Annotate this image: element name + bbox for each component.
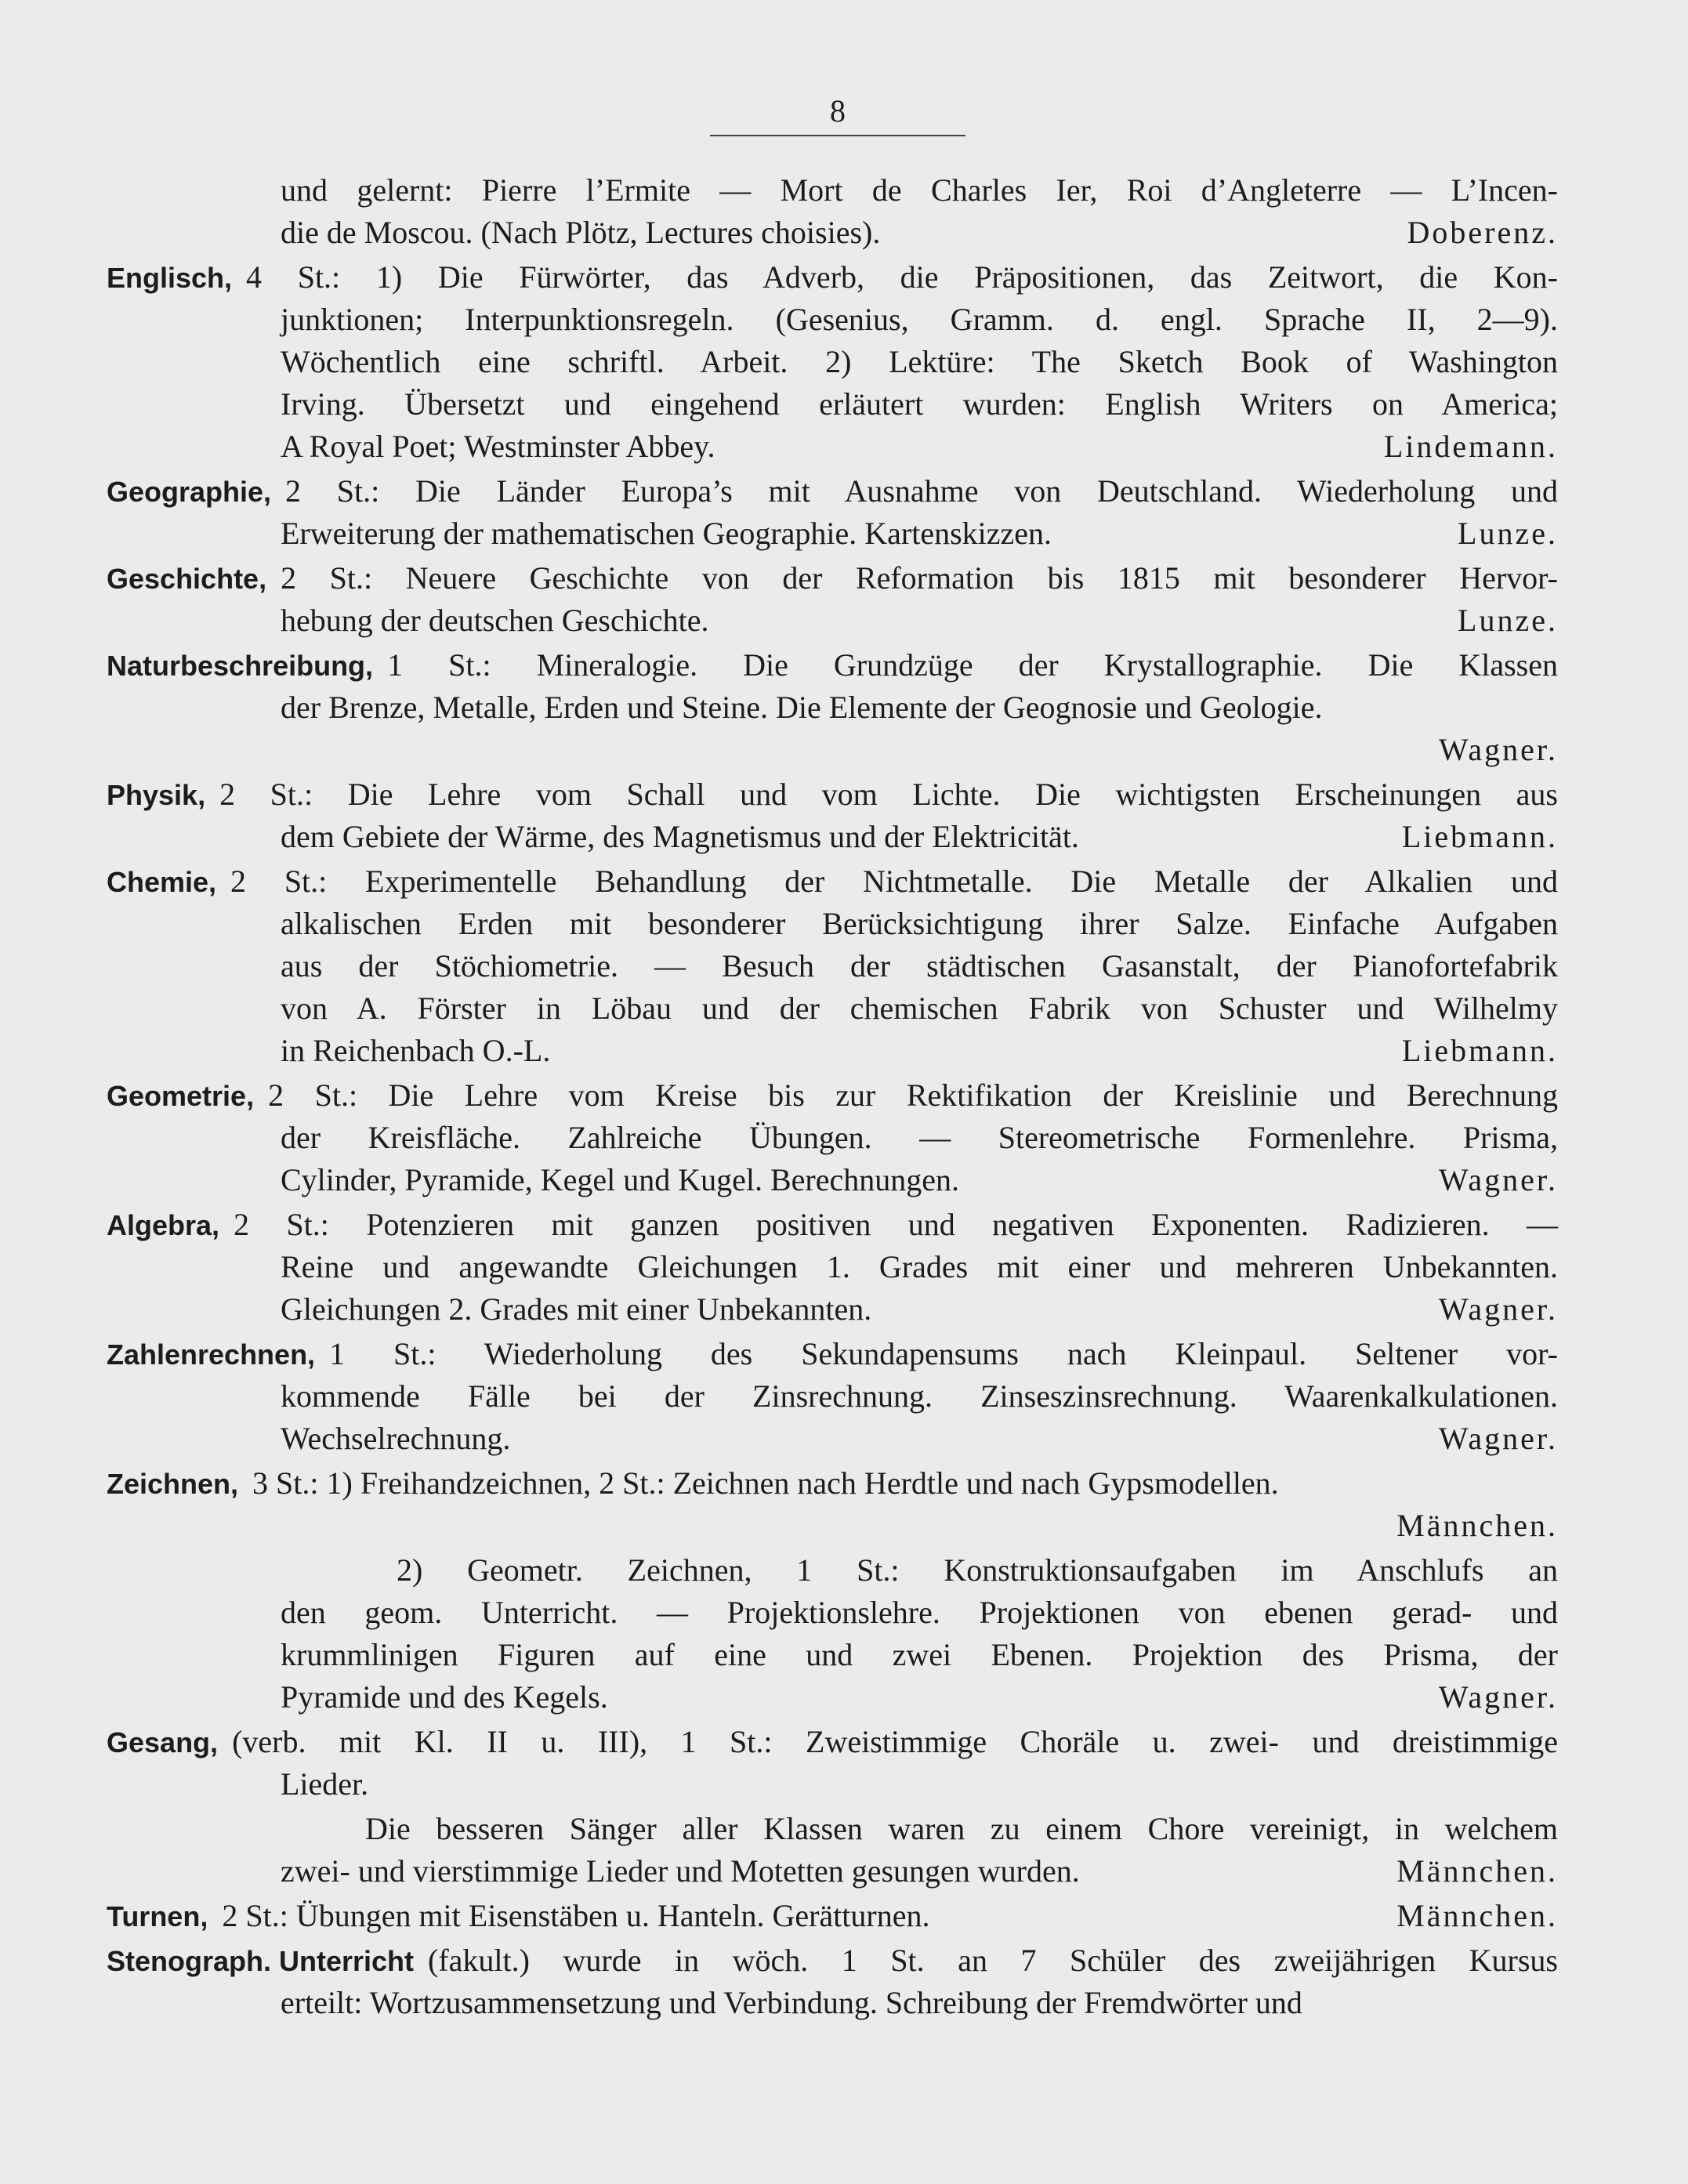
text-line <box>107 945 1558 987</box>
text-line <box>107 470 1558 512</box>
line-text: Die besseren Sänger aller Klassen waren zu einem Chore vereinigt, in welchem <box>365 1811 1558 1846</box>
line-content <box>107 1592 1558 1634</box>
line-content <box>107 557 1558 600</box>
subject-heading: Algebra, <box>107 1209 220 1241</box>
line-content <box>107 1204 1558 1247</box>
section-geschichte <box>107 557 1558 642</box>
section-algebra <box>107 1204 1558 1331</box>
line-text: Wöchentlich eine schriftl. Arbeit. 2) Lektüre: The Sketch Book of Washington <box>281 344 1558 379</box>
subject-heading: Geometrie, <box>107 1080 255 1112</box>
line-text: alkalischen Erden mit besonderer Berücksichtigung ihrer Salze. Einfache Aufgaben <box>281 906 1558 941</box>
text-line <box>107 816 1558 858</box>
line-content <box>107 1074 1558 1117</box>
line-text: Lieder. <box>281 1766 369 1802</box>
line-text: junktionen; Interpunktionsregeln. (Gesenius, Gramm. d. engl. Sprache II, 2—9). <box>281 302 1558 337</box>
line-content <box>107 1117 1558 1159</box>
section-englisch <box>107 256 1558 468</box>
section-french-continued <box>107 169 1558 254</box>
line-content <box>107 773 1558 817</box>
line-text: 4 St.: 1) Die Fürwörter, das Adverb, die Präpositionen, das Zeitwort, die Kon- <box>246 259 1558 295</box>
text-line <box>107 1204 1558 1246</box>
section-physik <box>107 773 1558 858</box>
line-text: Pyramide und des Kegels. <box>281 1679 608 1715</box>
text-line <box>107 1676 1558 1719</box>
section-geographie <box>107 470 1558 555</box>
text-line <box>107 1375 1558 1418</box>
section-zeichnen <box>107 1462 1558 1547</box>
section-zahlenrechnen <box>107 1333 1558 1460</box>
teacher-name: Doberenz. <box>1407 215 1558 250</box>
subject-heading: Stenograph. Unterricht <box>107 1945 415 1977</box>
line-text: erteilt: Wortzusammensetzung und Verbindung. Schreibung der Fremdwörter und <box>281 1985 1302 2020</box>
line-content <box>107 256 1558 299</box>
line-text: Gleichungen 2. Grades mit einer Unbekannten. <box>281 1291 872 1327</box>
text-line <box>107 169 1558 212</box>
line-content <box>107 860 1558 904</box>
line-text: Wechselrechnung. <box>281 1421 511 1456</box>
line-text: krummlinigen Figuren auf eine und zwei Ebenen. Projektion des Prisma, der <box>281 1637 1558 1672</box>
section-naturbeschreibung <box>107 644 1558 771</box>
subject-heading: Englisch, <box>107 262 233 294</box>
teacher-name: Lunze. <box>1458 603 1558 638</box>
text-line <box>107 644 1558 686</box>
line-text: Irving. Übersetzt und eingehend erläutert wurden: English Writers on America; <box>281 386 1558 422</box>
line-content <box>107 1676 1415 1719</box>
text-line <box>107 1074 1558 1117</box>
text-line <box>107 212 1558 254</box>
line-content <box>107 1030 1378 1072</box>
text-line <box>107 1418 1558 1460</box>
line-text: der Kreisfläche. Zahlreiche Übungen. — Stereometrische Formenlehre. Prisma, <box>281 1120 1558 1155</box>
text-line <box>107 1333 1558 1375</box>
section-gesang <box>107 1721 1558 1806</box>
line-text: 2 St.: Die Länder Europa’s mit Ausnahme von Deutschland. Wiederholung und <box>285 473 1558 509</box>
text-line <box>107 1763 1558 1806</box>
line-text: 1 St.: Mineralogie. Die Grundzüge der Krystallographie. Die Klassen <box>387 647 1558 683</box>
teacher-name: Wagner. <box>1438 1679 1558 1715</box>
text-line <box>107 1982 1558 2024</box>
line-content <box>107 686 1558 729</box>
line-text: der Brenze, Metalle, Erden und Steine. Die Elemente der Geognosie und Geologie. <box>281 690 1323 725</box>
text-line <box>107 1895 1558 1937</box>
text-line <box>107 1030 1558 1072</box>
section-geometrie <box>107 1074 1558 1201</box>
section-turnen <box>107 1895 1558 1937</box>
text-line <box>107 512 1558 555</box>
line-content <box>107 1159 1415 1201</box>
page-number: 8 <box>710 96 965 136</box>
text-line <box>107 1117 1558 1159</box>
line-text: zwei- und vierstimmige Lieder und Motetten gesungen wurden. <box>281 1853 1080 1889</box>
text-line <box>107 1288 1558 1331</box>
subject-heading: Zahlenrechnen, <box>107 1338 316 1371</box>
line-content <box>107 1850 1373 1892</box>
section-stenograph <box>107 1940 1558 2024</box>
subject-heading: Geschichte, <box>107 563 267 595</box>
teacher-name: Wagner. <box>1438 1421 1558 1456</box>
line-content <box>107 816 1378 858</box>
subject-heading: Gesang, <box>107 1726 219 1758</box>
text-line <box>107 1808 1558 1850</box>
text-line <box>107 987 1558 1030</box>
line-content <box>107 1634 1558 1676</box>
line-text: kommende Fälle bei der Zinsrechnung. Zinseszinsrechnung. Waarenkalkulationen. <box>281 1378 1558 1414</box>
subject-heading: Turnen, <box>107 1900 208 1932</box>
line-content <box>107 1940 1558 1983</box>
teacher-name: Wagner. <box>1438 1291 1558 1327</box>
text-line <box>107 1721 1558 1763</box>
text-line <box>107 256 1558 299</box>
line-text: Cylinder, Pyramide, Kegel und Kugel. Berechnungen. <box>281 1162 959 1197</box>
teacher-line <box>107 729 1558 771</box>
teacher-name: Wagner. <box>1438 732 1558 767</box>
text-line <box>107 599 1558 642</box>
line-text: 2 St.: Die Lehre vom Kreise bis zur Rektifikation der Kreislinie und Berechnung <box>268 1078 1558 1113</box>
subject-heading: Geographie, <box>107 476 272 508</box>
line-content <box>107 470 1558 513</box>
line-content <box>107 1333 1558 1376</box>
line-text: von A. Förster in Löbau und der chemischen Fabrik von Schuster und Wilhelmy <box>281 991 1558 1026</box>
line-text: 2 St.: Potenzieren mit ganzen positiven und negativen Exponenten. Radizieren. — <box>234 1207 1558 1242</box>
line-content <box>107 945 1558 987</box>
subject-heading: Zeichnen, <box>107 1468 239 1500</box>
text-line <box>107 1592 1558 1634</box>
text-line <box>107 860 1558 903</box>
line-text: 2 St.: Neuere Geschichte von der Reformation bis 1815 mit besonderer Hervor- <box>281 560 1558 596</box>
section-chemie <box>107 860 1558 1072</box>
text-line <box>107 299 1558 341</box>
line-text: hebung der deutschen Geschichte. <box>281 603 709 638</box>
text-line <box>107 1850 1558 1892</box>
line-content <box>107 1895 1373 1938</box>
text-line <box>107 426 1558 468</box>
line-content <box>107 1549 1558 1592</box>
line-content <box>107 1462 1558 1505</box>
section-gesang-2 <box>107 1808 1558 1892</box>
text-line <box>107 1549 1558 1592</box>
teacher-name: Männchen. <box>1396 1508 1558 1543</box>
subject-heading: Physik, <box>107 779 206 811</box>
line-text: (fakult.) wurde in wöch. 1 St. an 7 Schüler des zweijährigen Kursus <box>428 1943 1558 1978</box>
teacher-name: Wagner. <box>1438 1162 1558 1197</box>
line-content <box>107 903 1558 945</box>
line-text: 2) Geometr. Zeichnen, 1 St.: Konstruktionsaufgaben im Anschlufs an <box>397 1552 1558 1588</box>
text-line <box>107 773 1558 816</box>
line-content <box>107 644 1558 687</box>
line-content <box>107 1763 1558 1806</box>
teacher-name: Liebmann. <box>1401 819 1558 854</box>
line-content <box>107 1808 1558 1850</box>
line-content <box>107 1418 1415 1460</box>
line-content <box>107 212 1384 254</box>
line-content <box>107 299 1558 341</box>
teacher-line <box>107 1505 1558 1547</box>
line-text: aus der Stöchiometrie. — Besuch der städtischen Gasanstalt, der Pianofortefabrik <box>281 948 1558 983</box>
line-text: 3 St.: 1) Freihandzeichnen, 2 St.: Zeichnen nach Herdtle und nach Gypsmodellen. <box>252 1465 1279 1501</box>
line-text: 1 St.: Wiederholung des Sekundapensums nach Kleinpaul. Seltener vor- <box>329 1336 1558 1371</box>
text-line <box>107 903 1558 945</box>
line-content <box>107 599 1434 642</box>
line-content <box>107 1246 1558 1288</box>
teacher-name: Lindemann. <box>1383 429 1558 464</box>
text-line <box>107 686 1558 729</box>
line-content <box>107 383 1558 426</box>
line-text: 2 St.: Übungen mit Eisenstäben u. Hanteln. Gerätturnen. <box>222 1898 930 1933</box>
teacher-name: Männchen. <box>1396 1898 1558 1933</box>
line-content <box>107 987 1558 1030</box>
text-line <box>107 341 1558 383</box>
subject-heading: Chemie, <box>107 866 217 898</box>
line-text: A Royal Poet; Westminster Abbey. <box>281 429 715 464</box>
line-content <box>107 341 1558 383</box>
teacher-name: Männchen. <box>1396 1853 1558 1889</box>
text-line <box>107 1159 1558 1201</box>
line-content <box>107 1288 1415 1331</box>
line-content <box>107 1721 1558 1764</box>
text-line <box>107 1246 1558 1288</box>
line-content <box>107 512 1434 555</box>
line-text: 2 St.: Experimentelle Behandlung der Nichtmetalle. Die Metalle der Alkalien und <box>230 864 1558 899</box>
line-text: (verb. mit Kl. II u. III), 1 St.: Zweistimmige Choräle u. zwei- und dreistimmige <box>232 1724 1558 1759</box>
line-text: 2 St.: Die Lehre vom Schall und vom Lichte. Die wichtigsten Erscheinungen aus <box>219 777 1558 812</box>
teacher-name: Lunze. <box>1458 516 1558 551</box>
line-text: in Reichenbach O.-L. <box>281 1033 551 1068</box>
line-text: den geom. Unterricht. — Projektionslehre. Projektionen von ebenen gerad- und <box>281 1595 1558 1630</box>
line-content <box>107 426 1360 468</box>
text-line <box>107 557 1558 599</box>
line-text: und gelernt: Pierre l’Ermite — Mort de Charles Ier, Roi d’Angleterre — L’Incen- <box>281 172 1558 208</box>
text-line <box>107 1634 1558 1676</box>
text-line <box>107 1462 1558 1505</box>
text-line <box>107 383 1558 426</box>
line-text: Reine und angewandte Gleichungen 1. Grades mit einer und mehreren Unbekannten. <box>281 1249 1558 1284</box>
document-body <box>107 169 1558 2026</box>
text-line <box>107 1940 1558 1982</box>
line-text: die de Moscou. (Nach Plötz, Lectures choisies). <box>281 215 881 250</box>
line-text: dem Gebiete der Wärme, des Magnetismus und der Elektricität. <box>281 819 1079 854</box>
subject-heading: Naturbeschreibung, <box>107 650 374 682</box>
line-content <box>107 1375 1558 1418</box>
teacher-name: Liebmann. <box>1401 1033 1558 1068</box>
line-content <box>107 169 1558 212</box>
section-zeichnen-2 <box>107 1549 1558 1719</box>
line-content <box>107 1982 1558 2024</box>
line-text: Erweiterung der mathematischen Geographie. Kartenskizzen. <box>281 516 1052 551</box>
